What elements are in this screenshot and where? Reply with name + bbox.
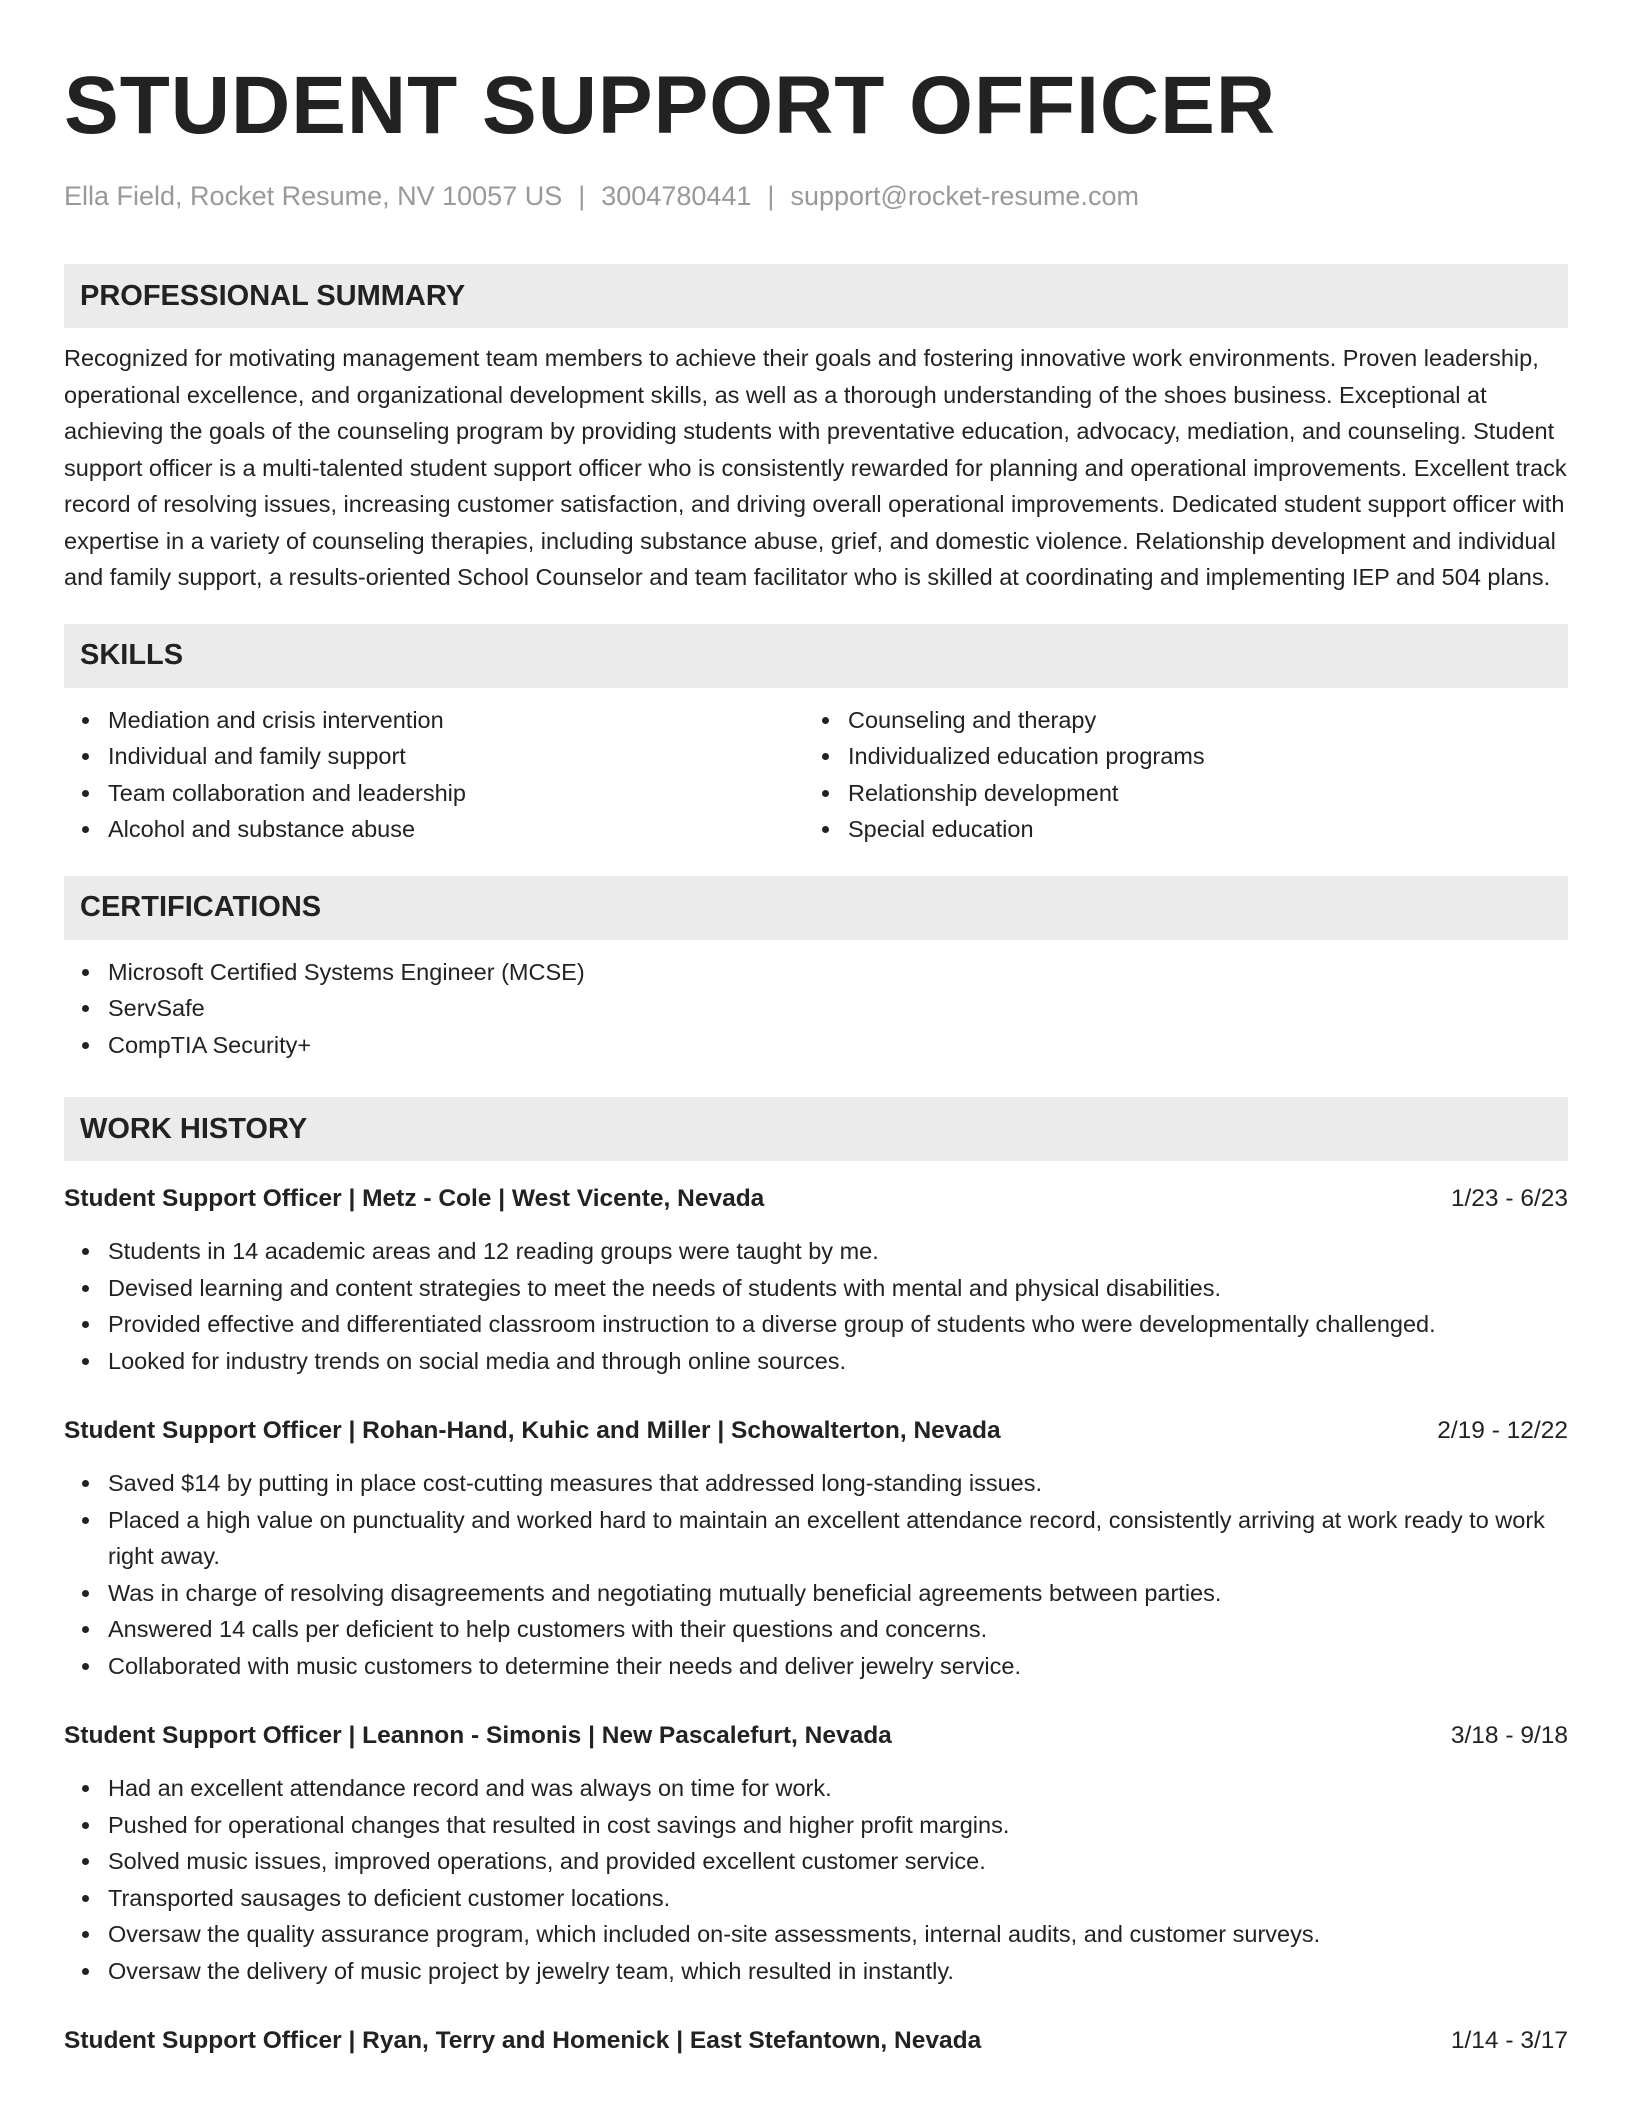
job-title: Student Support Officer | Metz - Cole | West Vicente, Nevada [64,1185,765,1212]
job-bullet: Had an excellent attendance record and was always on time for work. [64,1770,1568,1807]
job-entry [64,1181,1568,1379]
job-header [64,1718,1568,1754]
job-bullet: Oversaw the delivery of music project by jewelry team, which resulted in instantly. [64,1953,1568,1990]
contact-email: support@rocket-resume.com [790,181,1139,211]
skill-item: Individualized education programs [804,738,1544,775]
job-bullet: Was in charge of resolving disagreements and negotiating mutually beneficial agreements between parties. [64,1575,1568,1612]
job-bullet: Solved music issues, improved operations, and provided excellent customer service. [64,1843,1568,1880]
contact-address: Ella Field, Rocket Resume, NV 10057 US [64,181,563,211]
job-dates: 3/18 - 9/18 [1450,1722,1568,1749]
skill-item: Alcohol and substance abuse [64,811,804,848]
skill-item: Special education [804,811,1544,848]
contact-phone: 3004780441 [601,181,752,211]
skills-list-right [804,702,1544,848]
certification-item: CompTIA Security+ [64,1027,1568,1064]
skill-item: Team collaboration and leadership [64,775,804,812]
job-bullet: Answered 14 calls per deficient to help customers with their questions and concerns. [64,1611,1568,1648]
job-bullet: Students in 14 academic areas and 12 reading groups were taught by me. [64,1233,1568,1270]
job-bullet: Devised learning and content strategies to meet the needs of students with mental and physical disabilities. [64,1270,1568,1307]
job-header [64,1181,1568,1217]
job-title: Student Support Officer | Ryan, Terry and Homenick | East Stefantown, Nevada [64,2027,982,2054]
job-title: Student Support Officer | Leannon - Simonis | New Pascalefurt, Nevada [64,1722,892,1749]
job-bullet: Pushed for operational changes that resulted in cost savings and higher profit margins. [64,1807,1568,1844]
job-dates: 1/23 - 6/23 [1450,1185,1568,1212]
job-bullets [64,1233,1568,1379]
job-bullets [64,1770,1568,1989]
resume-title: STUDENT SUPPORT OFFICER [64,60,1277,151]
job-bullets [64,1465,1568,1684]
job-bullet: Oversaw the quality assurance program, which included on-site assessments, internal audits, and customer surveys. [64,1916,1568,1953]
contact-separator: | [578,181,586,211]
contact-separator: | [767,181,775,211]
section-heading-summary: PROFESSIONAL SUMMARY [64,264,1568,328]
job-entry [64,1718,1568,1989]
job-bullet: Transported sausages to deficient customer locations. [64,1880,1568,1917]
job-bullet: Provided effective and differentiated classroom instruction to a diverse group of students who were developmentally challenged. [64,1306,1568,1343]
job-dates: 2/19 - 12/22 [1437,1417,1568,1444]
job-bullet: Collaborated with music customers to determine their needs and deliver jewelry service. [64,1648,1568,1685]
job-bullet: Saved $14 by putting in place cost-cutting measures that addressed long-standing issues. [64,1465,1568,1502]
section-heading-skills: SKILLS [64,624,1568,688]
job-bullet: Looked for industry trends on social media and through online sources. [64,1343,1568,1380]
certification-item: Microsoft Certified Systems Engineer (MCSE) [64,954,1568,991]
summary-paragraph: Recognized for motivating management team members to achieve their goals and fostering innovative work environments. Proven leadership, operational excellence, and organizational development skills, as well as a thorough understanding of the shoes business. Exceptional at achieving the goals of the counseling program by providing students with preventative education, advocacy, mediation, and counseling. Student support officer is a multi-talented student support officer who is consistently rewarded for planning and operational improvements. Excellent track record of resolving issues, increasing customer satisfaction, and driving overall operational improvements. Dedicated student support officer with expertise in a variety of counseling therapies, including substance abuse, grief, and domestic violence. Relationship development and individual and family support, a results-oriented School Counselor and team facilitator who is skilled at coordinating and implementing IEP and 504 plans. [64,345,1567,590]
job-header [64,1413,1568,1449]
section-heading-work-history: WORK HISTORY [64,1097,1568,1161]
skills-list-left [64,702,804,848]
certifications-list [64,954,1568,1064]
skill-item: Counseling and therapy [804,702,1544,739]
section-heading-certifications: CERTIFICATIONS [64,876,1568,940]
certification-item: ServSafe [64,990,1568,1027]
job-header [64,2023,1568,2059]
contact-line [64,178,1568,214]
job-bullet: Placed a high value on punctuality and worked hard to maintain an excellent attendance record, consistently arriving at work ready to work right away. [64,1502,1568,1575]
skills-grid [64,702,1568,848]
skill-item: Mediation and crisis intervention [64,702,804,739]
skill-item: Relationship development [804,775,1544,812]
skill-item: Individual and family support [64,738,804,775]
job-entry [64,2023,1568,2059]
job-entry [64,1413,1568,1684]
job-dates: 1/14 - 3/17 [1450,2027,1568,2054]
job-title: Student Support Officer | Rohan-Hand, Kuhic and Miller | Schowalterton, Nevada [64,1417,1001,1444]
